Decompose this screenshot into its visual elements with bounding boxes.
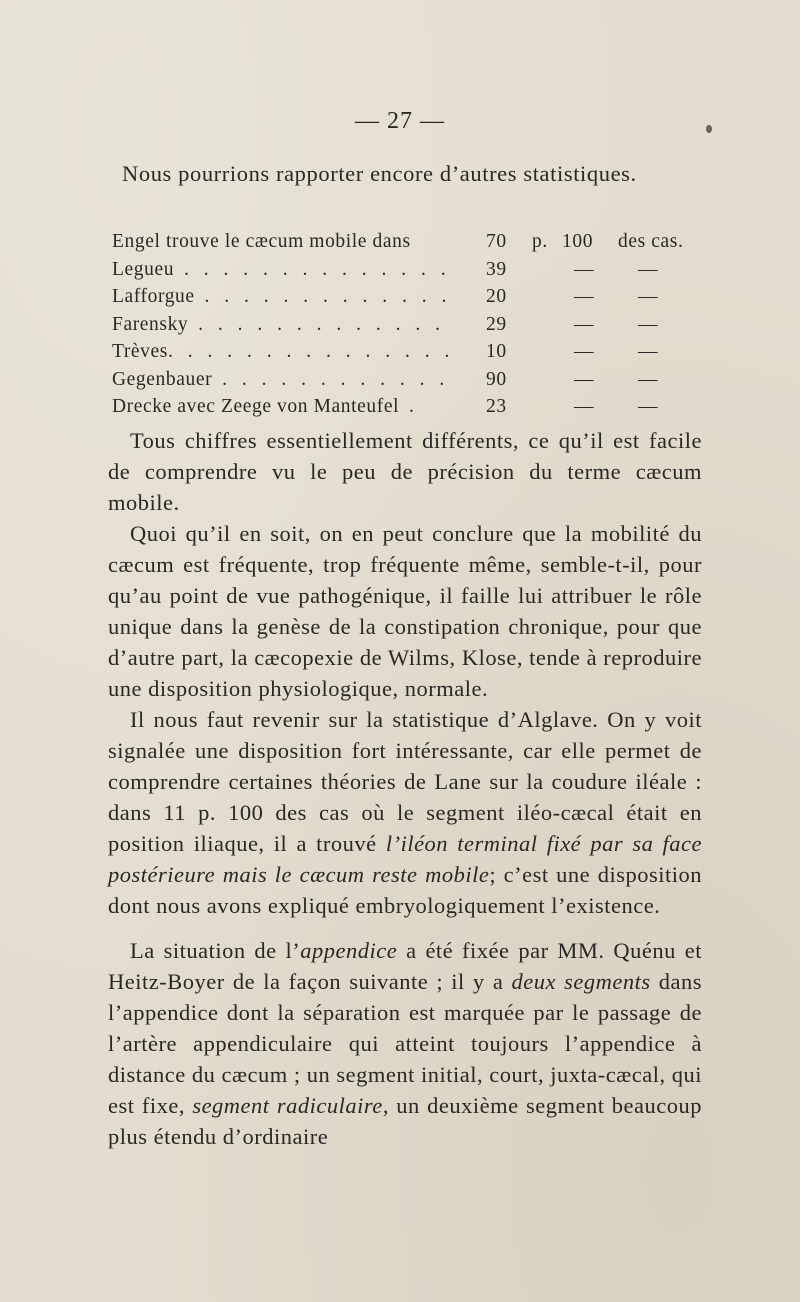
row-value: 10 — [486, 341, 507, 362]
italic-phrase: l’iléon terminal fixé par sa face postérieure mais le cæcum reste mobile — [108, 831, 702, 887]
author-name: Farensky . . . . . . . . . . . . . — [112, 313, 446, 335]
row-value: 90 — [486, 368, 507, 390]
ink-speck — [706, 125, 712, 133]
row-hundred: 100 — [562, 231, 594, 252]
row-value: 23 — [486, 396, 507, 417]
ditto-dash: — — [574, 341, 595, 362]
author-name: Legueu . . . . . . . . . . . . . . — [112, 258, 451, 280]
statistics-table — [112, 228, 696, 421]
page-number: — 27 — — [355, 108, 445, 134]
ditto-dash: — — [574, 286, 595, 307]
paragraph: Quoi qu’il en soit, on en peut conclure que la mobilité du cæcum est fréquente, trop fréquente même, semble-t-il, pour qu’au point de vue pathogénique, il faille lui attribuer le rôle unique dans la genèse de la constipation chronique, pour que d’autre part, la cæcopexie de Wilms, Klose, tende à reproduire une disposition physiologique, normale. — [108, 521, 702, 701]
row-cas: des cas. — [618, 231, 684, 252]
italic-term: deux segments — [511, 969, 651, 994]
table-row — [112, 228, 696, 256]
row-value: 29 — [486, 313, 507, 335]
row-p: p. — [532, 231, 548, 252]
ditto-dash: — — [574, 368, 595, 390]
author-name: Gegenbauer . . . . . . . . . . . . — [112, 368, 450, 390]
table-row — [112, 338, 696, 366]
body-text — [108, 425, 702, 1152]
ditto-dash: — — [638, 286, 659, 307]
ditto-dash: — — [638, 368, 659, 390]
table-row — [112, 366, 696, 394]
row-value: 70 — [486, 231, 507, 252]
table-row — [112, 283, 696, 311]
paragraph: Il nous faut revenir sur la statistique d’Alglave. On y voit signalée une disposition fort intéressante, car elle permet de comprendre certaines théories de Lane sur la coudure iléale : dans 11 p. 100 des cas où le segment iléo-cæcal était en position iliaque, il a trouvé l’iléon terminal fixé par sa face postérieure mais le cæcum reste mobile; c’est une disposition dont nous avons expliqué embryologiquement l’existence. — [108, 707, 702, 918]
ditto-dash: — — [574, 258, 595, 280]
row-value: 20 — [486, 286, 507, 307]
italic-term: appendice — [300, 938, 398, 963]
ditto-dash: — — [638, 313, 659, 335]
author-name: Lafforgue . . . . . . . . . . . . . — [112, 286, 452, 307]
italic-term: segment radiculaire — [192, 1093, 383, 1118]
author-name: Trèves. . . . . . . . . . . . . . . — [112, 341, 455, 362]
paragraph: Tous chiffres essentiellement différents, ce qu’il est facile de comprendre vu le peu de précision du terme cæcum mobile. — [108, 428, 702, 515]
table-row — [112, 256, 696, 284]
author-name: Drecke avec Zeege von Manteufel . — [112, 396, 419, 417]
ditto-dash: — — [574, 396, 595, 417]
paragraph: La situation de l’appendice a été fixée par MM. Quénu et Heitz-Boyer de la façon suivante ; il y a deux segments dans l’appendice dont la séparation est marquée par le passage de l’artère appendiculaire qui atteint toujours l’appendice à distance du cæcum ; un segment initial, court, juxta-cæcal, qui est fixe, segment radiculaire, un deuxième segment beaucoup plus étendu d’ordinaire — [108, 938, 703, 1149]
ditto-dash: — — [638, 341, 659, 362]
ditto-dash: — — [638, 396, 659, 417]
row-value: 39 — [486, 258, 507, 280]
author-name: Engel trouve le cæcum mobile dans — [112, 231, 411, 252]
table-row — [112, 393, 696, 421]
ditto-dash: — — [574, 313, 595, 335]
table-row — [112, 311, 696, 339]
ditto-dash: — — [638, 258, 659, 280]
intro-paragraph: Nous pourrions rapporter encore d’autres statistiques. — [122, 161, 637, 186]
